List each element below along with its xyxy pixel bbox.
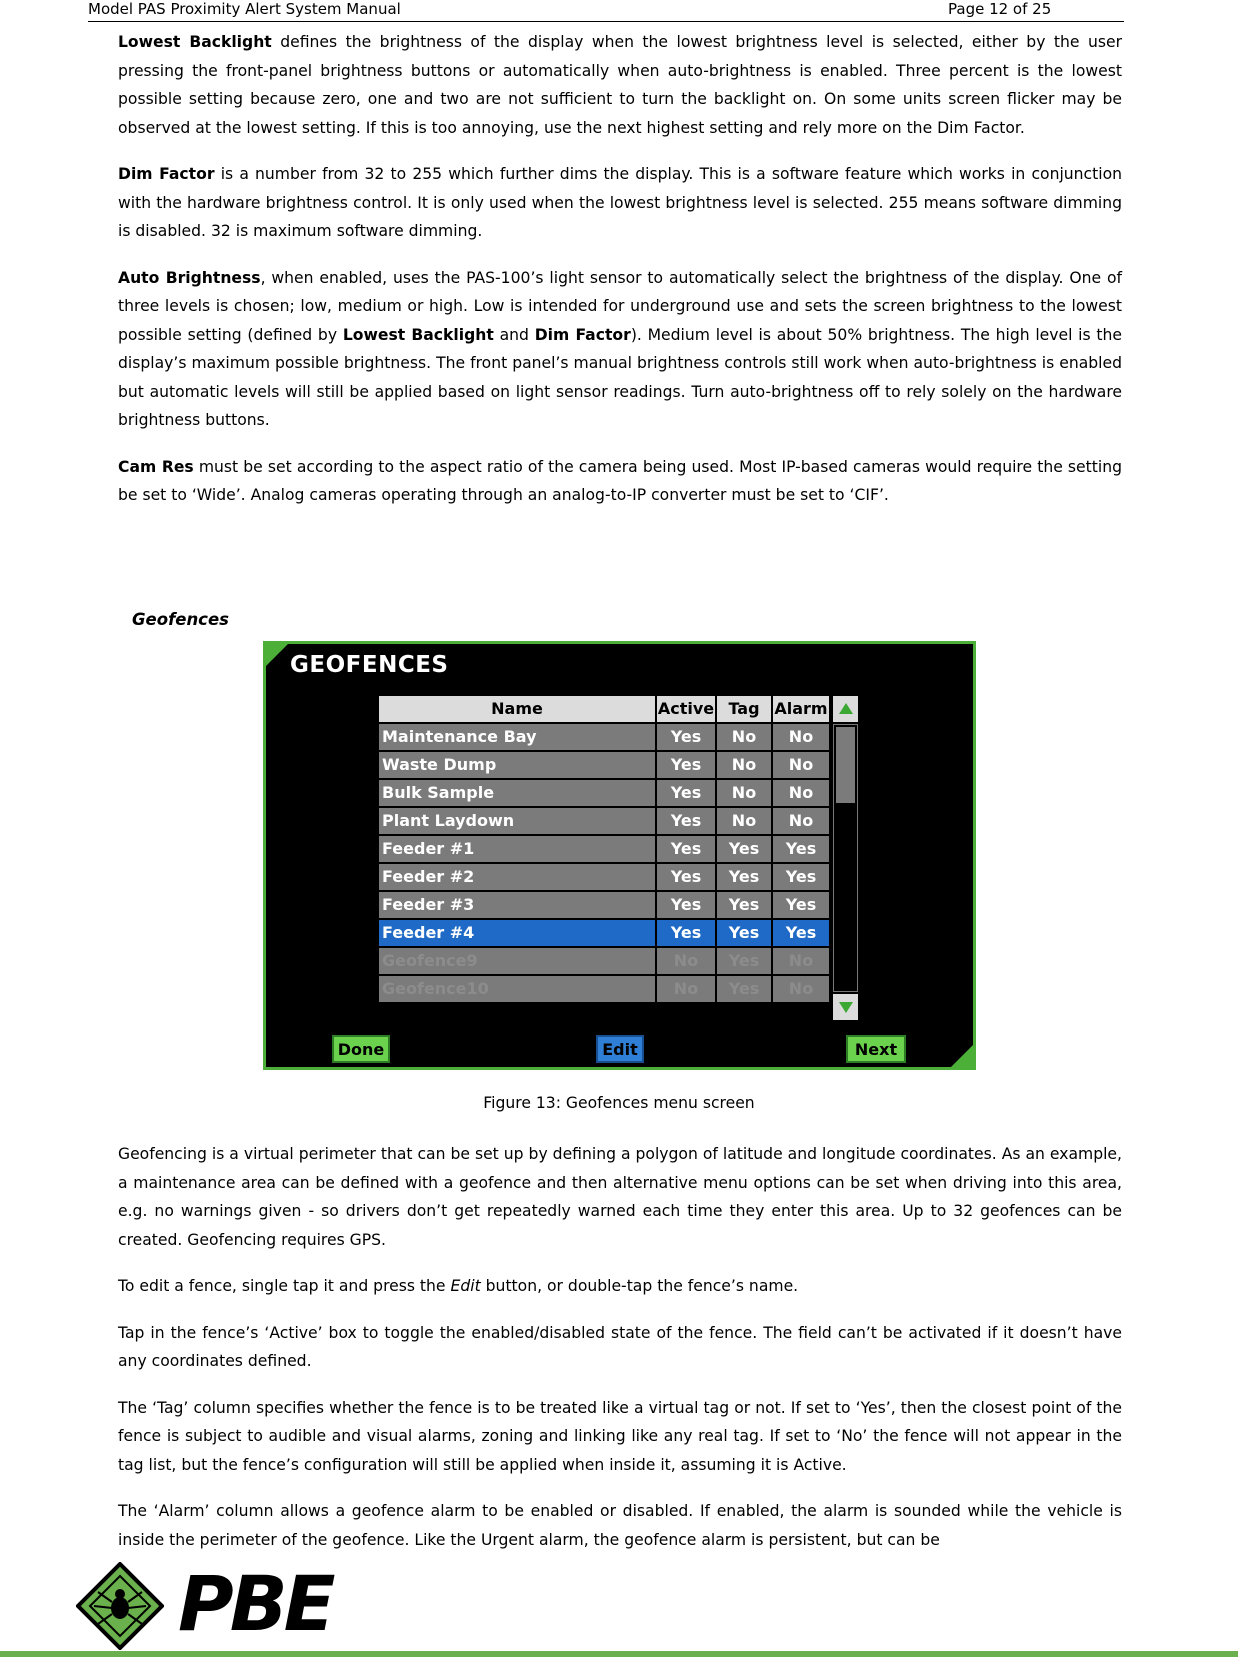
scroll-up-button[interactable] <box>833 696 858 722</box>
paragraph-auto-brightness <box>118 264 1122 435</box>
tag-cell[interactable]: Yes <box>717 892 771 918</box>
column-header-alarm: Alarm <box>773 696 829 722</box>
active-cell[interactable]: No <box>657 976 715 1002</box>
tag-cell[interactable]: No <box>717 808 771 834</box>
alarm-cell[interactable]: No <box>773 808 829 834</box>
section-title-geofences: Geofences <box>132 610 229 629</box>
text-auto-brightness-a: , when enabled, uses the PAS-100’s light sensor to automatically select the brightness of the display. One of three levels is chosen; low, medium or high. Low is intended for underground use and sets the screen brightness to the lowest possible setting (defined by <box>118 268 1122 344</box>
column-header-tag: Tag <box>717 696 771 722</box>
paragraph-edit-fence <box>118 1272 1122 1301</box>
alarm-cell[interactable]: Yes <box>773 920 829 946</box>
text-auto-brightness-b: and <box>493 325 535 344</box>
term-dim-factor-ref: Dim Factor <box>534 325 631 344</box>
alarm-cell[interactable]: No <box>773 780 829 806</box>
active-cell[interactable]: Yes <box>657 864 715 890</box>
tag-cell[interactable]: No <box>717 752 771 778</box>
paragraph-active-column: Tap in the fence’s ‘Active’ box to toggle the enabled/disabled state of the fence. The field can’t be activated if it doesn’t have any coordinates defined. <box>118 1323 1122 1370</box>
next-button[interactable]: Next <box>846 1035 906 1063</box>
term-dim-factor: Dim Factor <box>118 165 215 183</box>
brand-logo-text: PBE <box>178 1559 332 1648</box>
term-cam-res: Cam Res <box>118 457 194 476</box>
active-cell[interactable]: Yes <box>657 724 715 750</box>
arrow-up-icon <box>839 703 853 714</box>
alarm-cell[interactable]: No <box>773 948 829 974</box>
corner-decoration <box>951 1045 973 1067</box>
text-lowest-backlight: defines the brightness of the display when the lowest brightness level is selected, either by the user pressing the front-panel brightness buttons or automatically when auto-brightness is enabled. Three percent is the lowest possible setting because zero, one and two are not sufficient to turn the backlight on. On some units screen flicker may be observed at the lowest setting. If this is too annoying, use the next highest setting and rely more on the Dim Factor. <box>118 33 1122 137</box>
paragraph-geofencing-intro: Geofencing is a virtual perimeter that can be set up by defining a polygon of latitude and longitude coordinates. As an example, a maintenance area can be defined with a geofence and then alternative menu options can be set when driving into this area, e.g. no warnings given - so drivers don’t get repeatedly warned each time they enter this area. Up to 32 geofences can be created. Geofencing requires GPS. <box>118 1145 1122 1249</box>
tag-cell[interactable]: Yes <box>717 948 771 974</box>
term-auto-brightness: Auto Brightness <box>118 268 261 287</box>
tag-cell[interactable]: Yes <box>717 976 771 1002</box>
geofence-name[interactable]: Feeder #2 <box>379 864 655 890</box>
geofence-name[interactable]: Geofence9 <box>379 948 655 974</box>
tag-cell[interactable]: Yes <box>717 920 771 946</box>
geofence-name[interactable]: Maintenance Bay <box>379 724 655 750</box>
geofences-screen <box>263 641 976 1070</box>
term-lowest-backlight: Lowest Backlight <box>118 33 272 51</box>
geofence-name[interactable]: Bulk Sample <box>379 780 655 806</box>
paragraph-dim-factor <box>118 160 1122 246</box>
active-cell[interactable]: Yes <box>657 892 715 918</box>
text-edit-a: To edit a fence, single tap it and press the <box>118 1277 451 1295</box>
alarm-cell[interactable]: Yes <box>773 836 829 862</box>
active-cell[interactable]: Yes <box>657 780 715 806</box>
page-number: Page 12 of 25 <box>948 0 1052 18</box>
geofence-name[interactable]: Geofence10 <box>379 976 655 1002</box>
active-cell[interactable]: Yes <box>657 836 715 862</box>
geofence-name[interactable]: Waste Dump <box>379 752 655 778</box>
text-dim-factor: is a number from 32 to 255 which further dims the display. This is a software feature which works in conjunction with the hardware brightness control. It is only used when the lowest brightness level is selected. 255 means software dimming is disabled. 32 is maximum software dimming. <box>118 165 1122 240</box>
column-header-active: Active <box>657 696 715 722</box>
text-cam-res: must be set according to the aspect ratio of the camera being used. Most IP-based cameras would require the setting be set to ‘Wide’. Analog cameras operating through an analog-to-IP converter must be set to ‘CIF’. <box>118 457 1122 504</box>
geofence-name[interactable]: Feeder #3 <box>379 892 655 918</box>
geofence-name[interactable]: Feeder #4 <box>379 920 655 946</box>
paragraph-cam-res <box>118 453 1122 510</box>
alarm-cell[interactable]: Yes <box>773 864 829 890</box>
done-button[interactable]: Done <box>332 1035 390 1063</box>
tag-cell[interactable]: Yes <box>717 864 771 890</box>
page-header <box>88 0 1124 22</box>
screen-title: GEOFENCES <box>290 652 449 678</box>
active-cell[interactable]: Yes <box>657 808 715 834</box>
alarm-cell[interactable]: No <box>773 752 829 778</box>
term-lowest-backlight-ref: Lowest Backlight <box>342 325 494 344</box>
tag-cell[interactable]: No <box>717 724 771 750</box>
figure-caption: Figure 13: Geofences menu screen <box>483 1094 755 1112</box>
active-cell[interactable]: No <box>657 948 715 974</box>
paragraph-alarm-column: The ‘Alarm’ column allows a geofence alarm to be enabled or disabled. If enabled, the alarm is sounded while the vehicle is inside the perimeter of the geofence. Like the Urgent alarm, the geofence alarm is persistent, but can be <box>118 1502 1122 1549</box>
alarm-cell[interactable]: No <box>773 724 829 750</box>
geofence-name[interactable]: Plant Laydown <box>379 808 655 834</box>
paragraph-tag-column: The ‘Tag’ column specifies whether the fence is to be treated like a virtual tag or not. If set to ‘Yes’, then the closest point of the fence is subject to audible and visual alarms, zoning and linking like any real tag. If set to ‘No’ the fence will not appear in the tag list, but the fence’s configuration will still be applied when inside it, assuming it is Active. <box>118 1398 1122 1474</box>
geofencing-description <box>118 1140 1122 1572</box>
edit-button[interactable]: Edit <box>596 1035 644 1063</box>
arrow-down-icon <box>839 1002 853 1013</box>
footer-divider <box>0 1651 1238 1657</box>
active-cell[interactable]: Yes <box>657 920 715 946</box>
tag-cell[interactable]: No <box>717 780 771 806</box>
pbe-logo-icon <box>76 1562 164 1650</box>
text-edit-italic: Edit <box>450 1277 481 1295</box>
paragraph-lowest-backlight <box>118 28 1122 142</box>
geofence-name[interactable]: Feeder #1 <box>379 836 655 862</box>
alarm-cell[interactable]: Yes <box>773 892 829 918</box>
corner-decoration <box>266 644 288 666</box>
manual-title: Model PAS Proximity Alert System Manual <box>88 0 401 18</box>
scroll-down-button[interactable] <box>833 994 858 1020</box>
column-header-name: Name <box>379 696 655 722</box>
text-auto-brightness-c: ). Medium level is about 50% brightness. The high level is the display’s maximum possible brightness. The front panel’s manual brightness controls still work when auto-brightness is enabled but automatic levels will still be applied based on light sensor readings. Turn auto-brightness off to rely solely on the hardware brightness buttons. <box>118 325 1122 429</box>
tag-cell[interactable]: Yes <box>717 836 771 862</box>
active-cell[interactable]: Yes <box>657 752 715 778</box>
text-edit-c: button, or double-tap the fence’s name. <box>480 1277 799 1295</box>
alarm-cell[interactable]: No <box>773 976 829 1002</box>
scrollbar-thumb[interactable] <box>836 727 855 803</box>
settings-description <box>118 28 1122 528</box>
